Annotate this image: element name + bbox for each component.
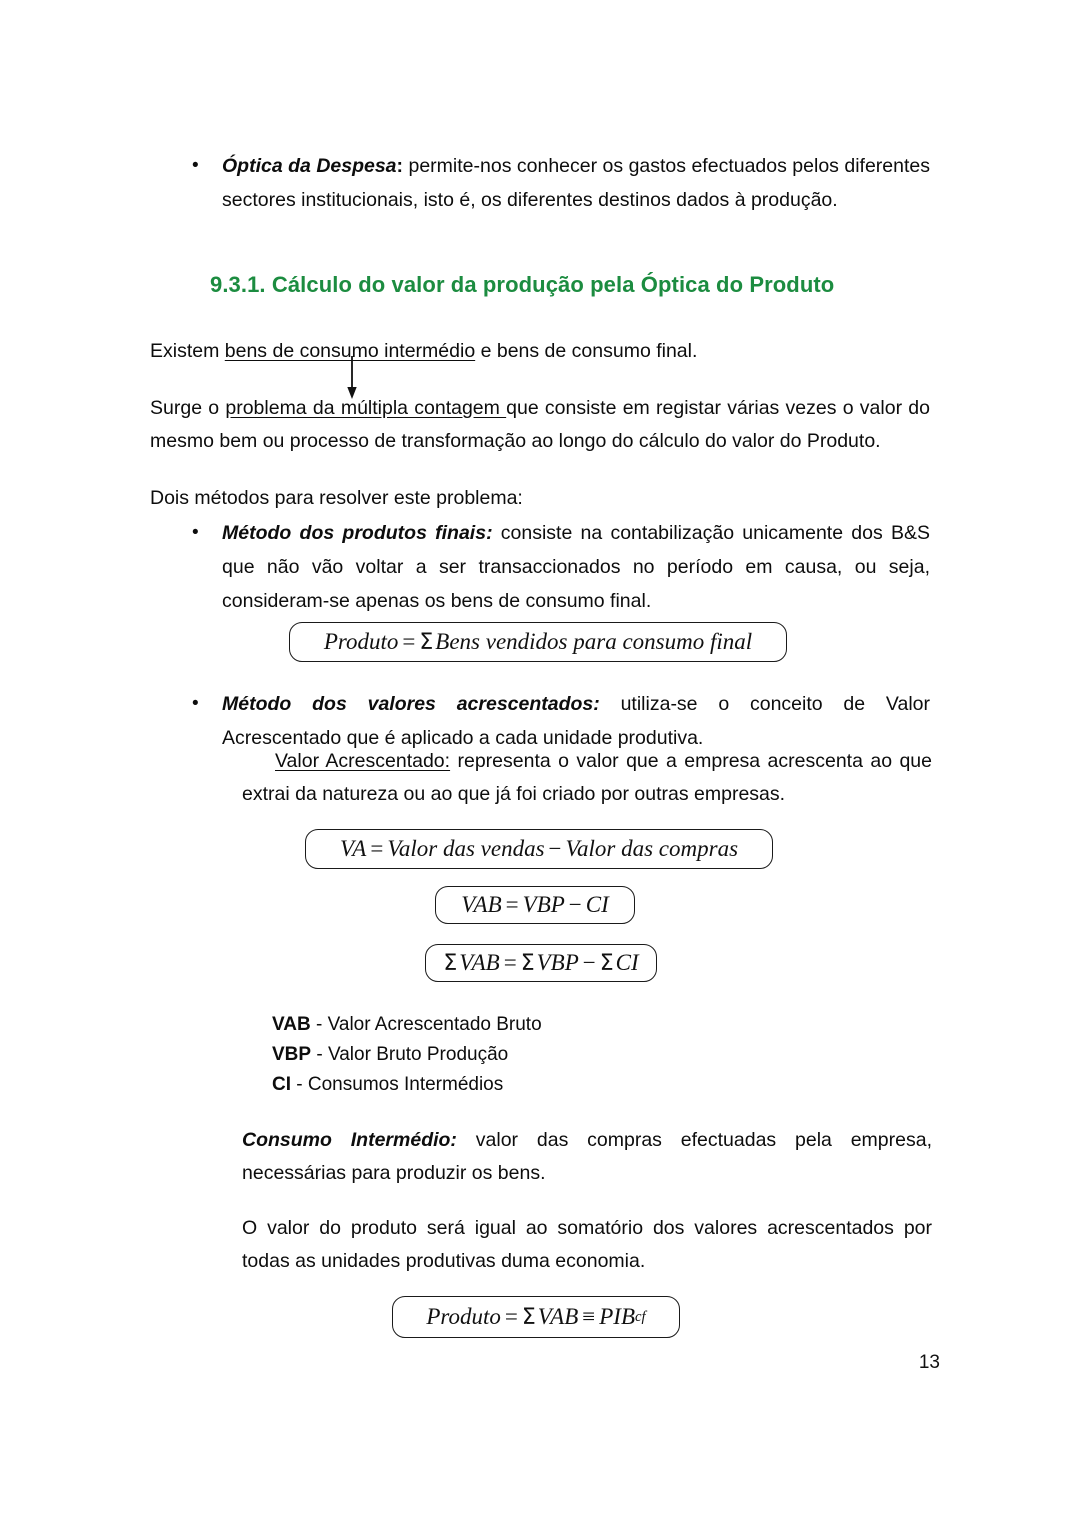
formula-produto-bens-vendidos: [289, 622, 787, 662]
formula-produto-vab-term2: PIB: [599, 1304, 635, 1329]
section-heading-9-3-1: 9.3.1. Cálculo do valor da produção pela Óptica do Produto: [210, 272, 835, 297]
abbreviation-key-vab: VAB: [272, 1014, 311, 1035]
formula-produto-bens-equals: =: [402, 629, 416, 654]
abbreviation-item-vab: [272, 1010, 542, 1040]
paragraph-valor-produto: O valor do produto será igual ao somatório dos valores acrescentados por todas as unidades produtivas duma economia.: [242, 1217, 932, 1272]
formula-vab: [435, 886, 635, 924]
formula-sigma-vab-minus: −: [582, 950, 596, 975]
bullet-optica-despesa-term: Óptica da Despesa: [222, 155, 397, 177]
abbreviation-list: [272, 1010, 542, 1100]
paragraph-consumo-intermedio-term: Consumo Intermédio:: [242, 1129, 457, 1151]
bullet-item-metodo-produtos-finais: [150, 516, 930, 618]
abbreviation-key-vbp: VBP: [272, 1044, 312, 1065]
formula-sigma-vab-lhs: VAB: [459, 950, 500, 975]
bullet-metodo-valores-term: Método dos valores acrescentados:: [222, 693, 600, 715]
bullet-metodo-produtos-finais-term: Método dos produtos finais:: [222, 522, 493, 544]
formula-va-term2: Valor das compras: [565, 836, 739, 861]
formula-sigma-vab-term2: CI: [615, 950, 639, 975]
abbreviation-dash-vab: -: [310, 1014, 328, 1035]
formula-produto-bens-lhs: Produto: [323, 629, 399, 654]
paragraph-surge-after: que consiste em registar várias vezes o valor do mesmo bem ou processo de transformação ao longo do cálculo do valor do Produto.: [150, 397, 930, 452]
paragraph-consumo-intermedio: [242, 1124, 932, 1190]
paragraph-valor-acrescentado: [242, 745, 932, 811]
bullet-dot-icon: •: [192, 155, 199, 176]
abbreviation-item-vbp: [272, 1040, 542, 1070]
bullet-metodo-valores-text: utiliza-se o conceito de Valor Acrescentado que é aplicado a cada unidade produtiva.: [222, 693, 930, 749]
paragraph-surge: [150, 392, 930, 458]
bullet-metodo-produtos-finais-text: consiste na contabilização unicamente dos B&S que não vão voltar a ser transaccionados no período em causa, ou seja, consideram-se apenas os bens de consumo final.: [222, 522, 930, 612]
page-number: 13: [918, 1352, 940, 1373]
formula-vab-term2: CI: [585, 892, 609, 917]
formula-produto-vab-subscript: cf: [635, 1308, 646, 1325]
formula-vab-equals: =: [505, 892, 519, 917]
formula-va-lhs: VA: [339, 836, 367, 861]
abbreviation-dash-vbp: -: [311, 1044, 328, 1065]
bullet-item-optica-despesa: [150, 149, 930, 217]
paragraph-existem-before: Existem: [150, 340, 225, 362]
formula-produto-vab-lhs: Produto: [426, 1304, 501, 1329]
formula-va-definicao: [305, 829, 773, 869]
formula-va-equals: =: [370, 836, 384, 861]
formula-sigma-vab-equals: =: [503, 950, 517, 975]
paragraph-surge-before: Surge o: [150, 397, 226, 419]
formula-vab-term1: VBP: [522, 892, 565, 917]
formula-produto-vab-term1: VAB: [537, 1304, 579, 1329]
sigma-icon: Σ: [419, 629, 434, 655]
formula-vab-lhs: VAB: [461, 892, 502, 917]
formula-va-minus: −: [548, 836, 562, 861]
formula-sigma-vab: [425, 944, 657, 982]
abbreviation-key-ci: CI: [272, 1074, 291, 1095]
formula-vab-minus: −: [568, 892, 582, 917]
abbreviation-definition-ci: Consumos Intermédios: [307, 1074, 504, 1095]
sigma-icon: Σ: [443, 950, 458, 976]
paragraph-existem: [150, 335, 930, 368]
bullet-dot-icon: •: [192, 522, 199, 543]
formula-va-term1: Valor das vendas: [387, 836, 545, 861]
formula-sigma-vab-term1: VBP: [536, 950, 579, 975]
paragraph-consumo-intermedio-text: valor das compras efectuadas pela empresa, necessárias para produzir os bens.: [242, 1129, 932, 1184]
sigma-icon: Σ: [520, 950, 535, 976]
paragraph-existem-after: e bens de consumo final.: [475, 340, 698, 362]
formula-produto-vab-equals: =: [504, 1304, 518, 1329]
bullet-optica-despesa-separator: :: [396, 155, 404, 177]
sigma-icon: Σ: [521, 1304, 536, 1330]
abbreviation-dash-ci: -: [291, 1074, 308, 1095]
bullet-optica-despesa-text: permite-nos conhecer os gastos efectuados pelos diferentes sectores institucionais, isto é, os diferentes destinos dados à produção.: [222, 155, 930, 211]
identity-icon: ≡: [582, 1304, 596, 1329]
paragraph-existem-underlined: bens de consumo intermédio: [224, 340, 476, 362]
abbreviation-definition-vbp: Valor Bruto Produção: [327, 1044, 509, 1065]
paragraph-dois-metodos: Dois métodos para resolver este problema:: [150, 487, 523, 509]
sigma-icon: Σ: [599, 950, 614, 976]
bullet-metodo-produtos-finais-body: [222, 516, 930, 618]
bullet-optica-despesa-body: [222, 149, 930, 217]
formula-produto-bens-rhs: Bens vendidos para consumo final: [435, 629, 753, 654]
formula-produto-vab-pib: [392, 1296, 680, 1338]
abbreviation-definition-vab: Valor Acrescentado Bruto: [327, 1014, 542, 1035]
paragraph-surge-underlined: problema da múltipla contagem: [225, 397, 507, 419]
paragraph-valor-acrescentado-after: representa o valor que a empresa acrescenta ao que extrai da natureza ou ao que já foi criado por outras empresas.: [242, 750, 932, 805]
paragraph-valor-acrescentado-underlined: Valor Acrescentado:: [275, 750, 451, 772]
abbreviation-item-ci: [272, 1070, 542, 1100]
bullet-dot-icon: •: [192, 693, 199, 714]
